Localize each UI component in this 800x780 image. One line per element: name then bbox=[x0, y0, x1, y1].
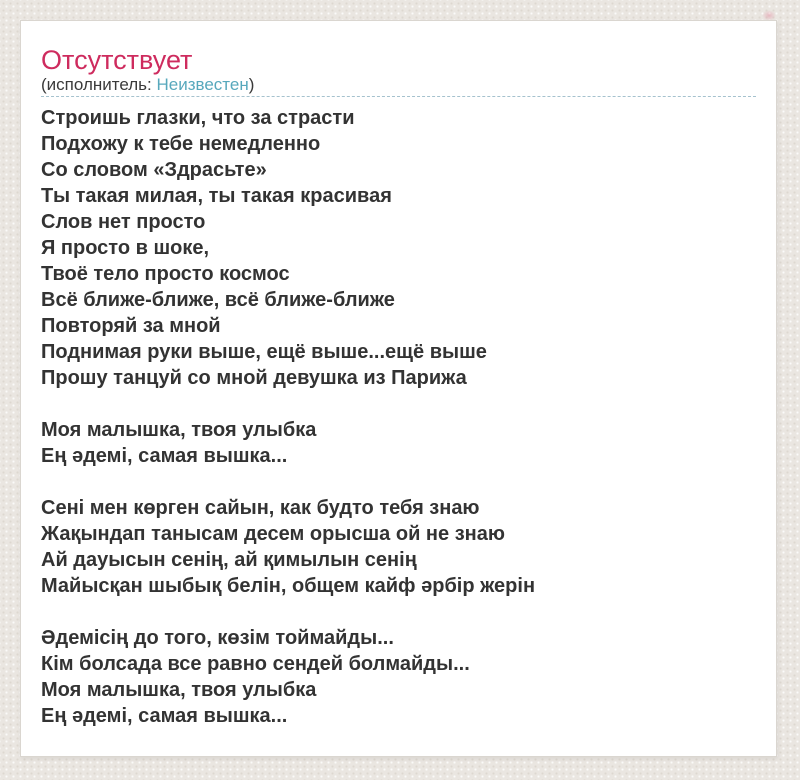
lyrics-line: Ай дауысын сенің, ай қимылын сенің bbox=[41, 549, 417, 571]
lyrics-line: Всё ближе-ближе, всё ближе-ближе bbox=[41, 289, 395, 311]
lyrics-line: Ты такая милая, ты такая красивая bbox=[41, 185, 392, 207]
lyrics-line: Твоё тело просто космос bbox=[41, 263, 290, 285]
lyrics-line: Слов нет просто bbox=[41, 211, 206, 233]
lyrics-line: Со словом «Здрасьте» bbox=[41, 159, 267, 181]
artist-line-close-paren: ) bbox=[248, 75, 255, 94]
lyrics-line: Я просто в шоке, bbox=[41, 237, 210, 259]
lyrics-line: Ең әдемі, самая вышка... bbox=[41, 445, 288, 467]
lyrics-stanza bbox=[41, 495, 756, 599]
lyrics-card bbox=[20, 20, 777, 757]
lyrics-stanza bbox=[41, 625, 756, 729]
artist-label: (исполнитель: bbox=[41, 75, 157, 94]
lyrics-line: Сені мен көрген сайын, как будто тебя знаю bbox=[41, 497, 480, 519]
lyrics-line: Прошу танцуй со мной девушка из Парижа bbox=[41, 367, 467, 389]
lyrics-line: Майысқан шыбық белін, общем кайф әрбір жерін bbox=[41, 575, 536, 597]
lyrics-line: Кім болсада все равно сендей болмайды... bbox=[41, 653, 470, 675]
lyrics-line: Повторяй за мной bbox=[41, 315, 221, 337]
song-title: Отсутствует bbox=[41, 45, 193, 75]
lyrics-line: Моя малышка, твоя улыбка bbox=[41, 419, 317, 441]
lyrics-line: Поднимая руки выше, ещё выше...ещё выше bbox=[41, 341, 487, 363]
lyrics-stanza bbox=[41, 417, 756, 469]
artist-line bbox=[41, 75, 756, 97]
lyrics-line: Моя малышка, твоя улыбка bbox=[41, 679, 317, 701]
lyrics-stanza bbox=[41, 105, 756, 391]
lyrics-line: Ең әдемі, самая вышка... bbox=[41, 705, 288, 727]
artist-link[interactable]: Неизвестен bbox=[156, 75, 249, 94]
lyrics-line: Әдемісің до того, көзім тоймайды... bbox=[41, 627, 394, 649]
lyrics-line: Строишь глазки, что за страсти bbox=[41, 107, 355, 129]
lyrics-text bbox=[41, 105, 756, 729]
lyrics-line: Жақындап танысам десем орысша ой не знаю bbox=[41, 523, 505, 545]
lyrics-line: Подхожу к тебе немедленно bbox=[41, 133, 321, 155]
